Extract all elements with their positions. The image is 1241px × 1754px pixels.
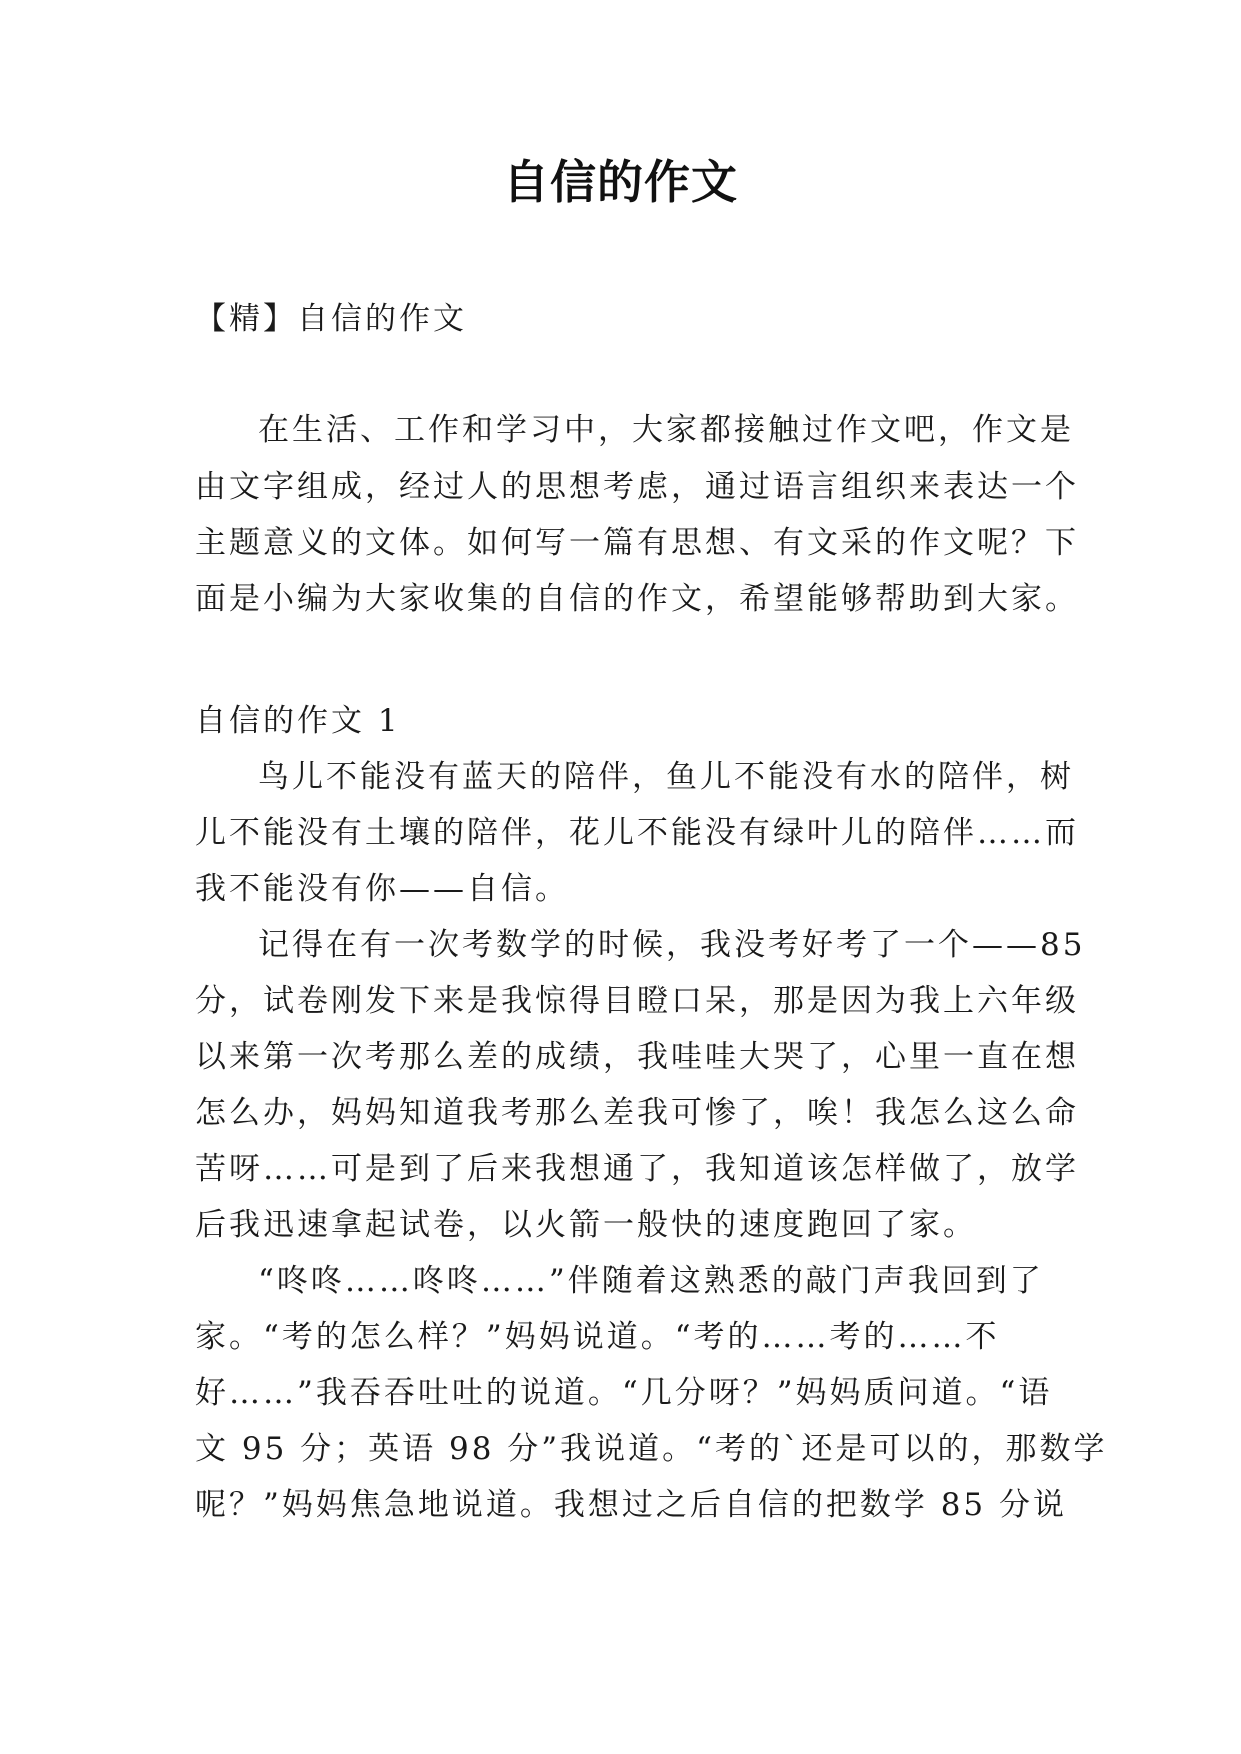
paragraph-line: 儿不能没有土壤的陪伴，花儿不能没有绿叶儿的陪伴……而 xyxy=(195,815,1079,851)
paragraph-line: 呢？”妈妈焦急地说道。我想过之后自信的把数学 85 分说 xyxy=(195,1487,1067,1523)
intro-line: 由文字组成，经过人的思想考虑，通过语言组织来表达一个 xyxy=(195,469,1079,505)
paragraph-line: 怎么办，妈妈知道我考那么差我可惨了，唉！我怎么这么命 xyxy=(195,1095,1079,1131)
paragraph-line: 苦呀……可是到了后来我想通了，我知道该怎样做了，放学 xyxy=(195,1151,1079,1187)
paragraph-line: 以来第一次考那么差的成绩，我哇哇大哭了，心里一直在想 xyxy=(195,1039,1079,1075)
paragraph-line: “咚咚……咚咚……”伴随着这熟悉的敲门声我回到了 xyxy=(258,1263,1044,1299)
document-title: 自信的作文 xyxy=(503,155,738,209)
paragraph-line: 文 95 分；英语 98 分”我说道。“考的`还是可以的，那数学 xyxy=(195,1431,1108,1467)
paragraph-line: 好……”我吞吞吐吐的说道。“几分呀？”妈妈质问道。“语 xyxy=(195,1375,1053,1411)
document-subtitle: 【精】自信的作文 xyxy=(195,301,467,337)
intro-line: 在生活、工作和学习中，大家都接触过作文吧，作文是 xyxy=(258,412,1074,448)
paragraph-line: 家。“考的怎么样？”妈妈说道。“考的……考的……不 xyxy=(195,1319,1000,1355)
intro-line: 主题意义的文体。如何写一篇有思想、有文采的作文呢？下 xyxy=(195,525,1079,561)
paragraph-line: 后我迅速拿起试卷，以火箭一般快的速度跑回了家。 xyxy=(195,1207,977,1243)
paragraph-line: 我不能没有你——自信。 xyxy=(195,871,569,907)
section-heading: 自信的作文 1 xyxy=(195,703,401,739)
paragraph-line: 记得在有一次考数学的时候，我没考好考了一个——85 xyxy=(258,927,1086,963)
paragraph-line: 鸟儿不能没有蓝天的陪伴，鱼儿不能没有水的陪伴，树 xyxy=(258,759,1074,795)
paragraph-line: 分，试卷刚发下来是我惊得目瞪口呆，那是因为我上六年级 xyxy=(195,983,1079,1019)
intro-line: 面是小编为大家收集的自信的作文，希望能够帮助到大家。 xyxy=(195,581,1079,617)
